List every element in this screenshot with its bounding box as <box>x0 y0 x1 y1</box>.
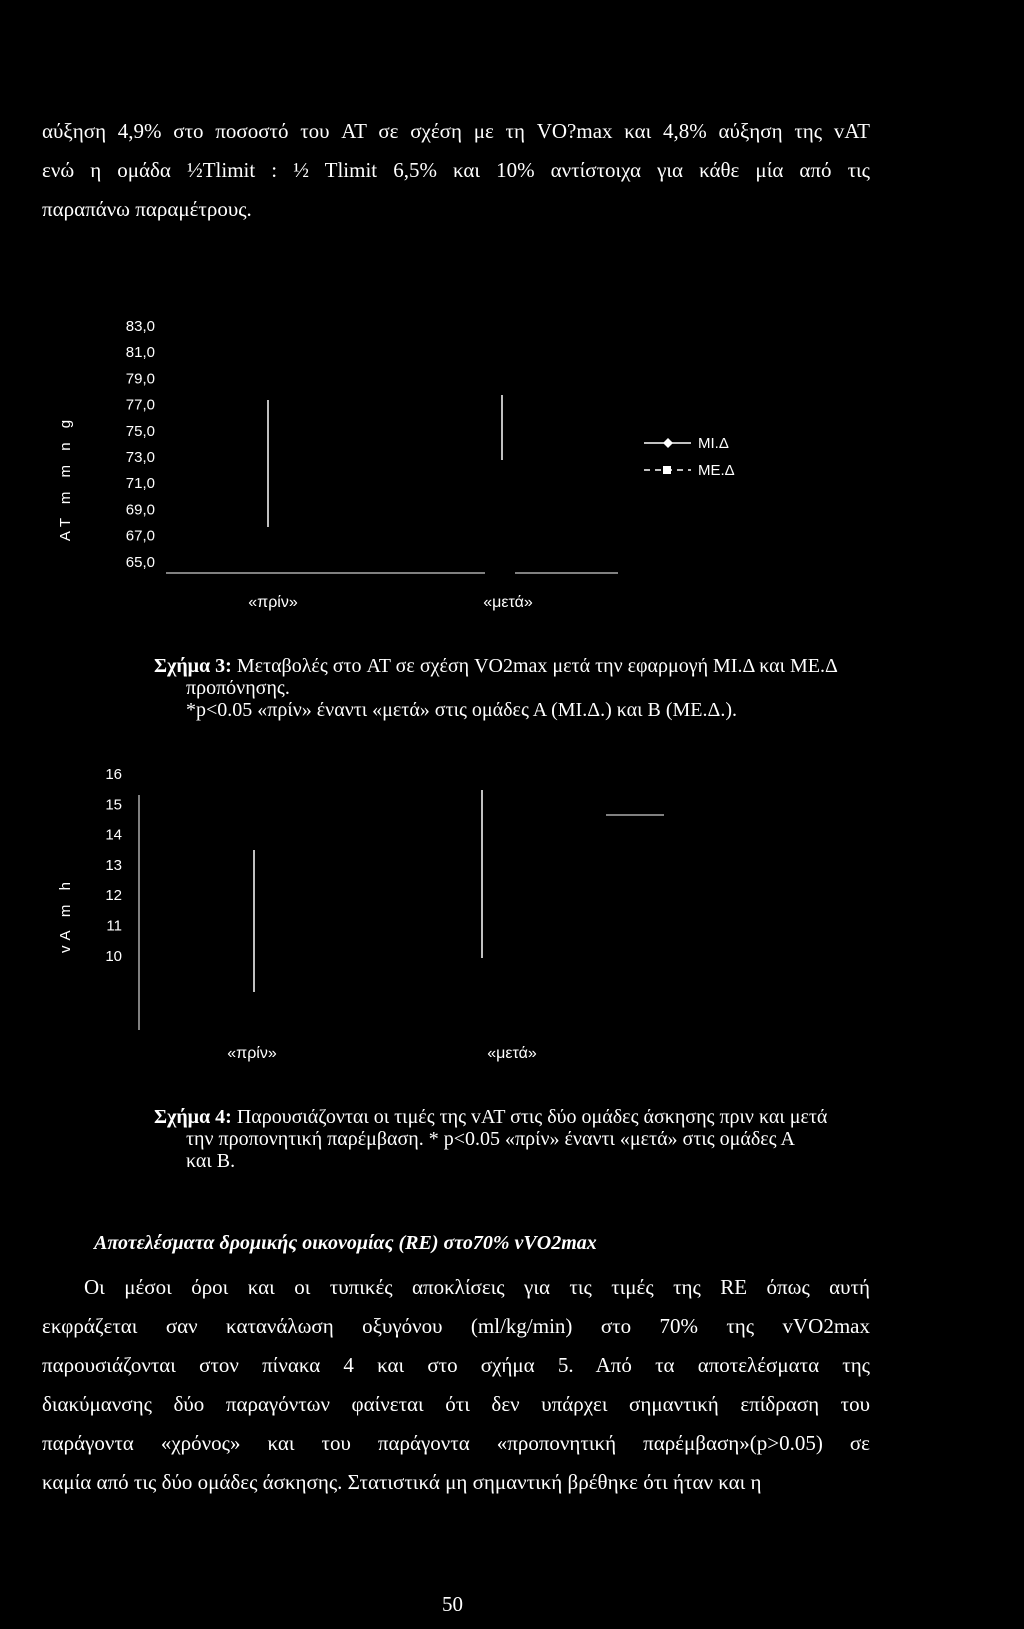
y-tick-label: 83,0 <box>125 318 155 335</box>
y-tick-label: 14 <box>105 826 122 844</box>
y-axis-label: vA m h <box>57 877 74 953</box>
legend-label: ΜΙ.Δ <box>698 435 729 452</box>
x-category-label: «μετά» <box>487 1045 537 1062</box>
results-line: εκφράζεται σαν κατανάλωση οξυγόνου (ml/kg/min) στο 70% της vVO2max <box>42 1314 870 1338</box>
y-tick-label: 12 <box>105 887 122 905</box>
intro-line: αύξηση 4,9% στο ποσοστό του AT σε σχέση με τη VO?max και 4,8% αύξηση της vAT <box>42 119 870 143</box>
figure4-line1: Παρουσιάζονται οι τιμές της vAT στις δύο ομάδες άσκησης πριν και μετά <box>236 1106 828 1128</box>
figure3-plot <box>57 318 735 611</box>
figure4-line2: την προπονητική παρέμβαση. * p<0.05 «πρίν» έναντι «μετά» στις ομάδες Α <box>186 1128 795 1150</box>
y-tick-label: 16 <box>105 766 122 783</box>
y-tick-label: 71,0 <box>125 475 155 493</box>
figure3-line3: *p<0.05 «πρίν» έναντι «μετά» στις ομάδες Α (ΜΙ.Δ.) και Β (ΜΕ.Δ.). <box>186 699 738 721</box>
y-tick-label: 67,0 <box>125 527 155 545</box>
figure3-caption <box>154 655 874 721</box>
legend-marker-diamond <box>663 438 673 448</box>
results-line: καμία από τις δύο ομάδες άσκησης. Στατιστικά μη σημαντική βρέθηκε ότι ήταν και η <box>42 1470 762 1494</box>
x-category-label: «μετά» <box>483 594 533 611</box>
legend-label: ΜΕ.Δ <box>698 462 735 479</box>
y-tick-label: 79,0 <box>125 370 155 388</box>
figure3-label: Σχήμα 3: <box>154 655 232 677</box>
y-tick-label: 77,0 <box>125 396 155 414</box>
x-category-label: «πρίν» <box>227 1045 277 1062</box>
y-tick-label: 81,0 <box>125 344 155 362</box>
section-subheading: Αποτελέσματα δρομικής οικονομίας (RE) στο70% vVO2max <box>94 1232 597 1254</box>
figure4-plot <box>57 766 664 1062</box>
y-tick-label: 73,0 <box>125 449 155 466</box>
figure3-line2: προπόνησης. <box>186 677 290 699</box>
intro-line: παραπάνω παραμέτρους. <box>42 197 252 221</box>
results-line: παρουσιάζονται στον πίνακα 4 και στο σχήμα 5. Από τα αποτελέσματα της <box>42 1353 870 1377</box>
y-tick-label: 13 <box>105 856 122 874</box>
results-line: Οι μέσοι όροι και οι τυπικές αποκλίσεις για τις τιμές της RE όπως αυτή <box>84 1275 870 1299</box>
figure4-line3: και Β. <box>186 1150 236 1172</box>
y-axis-label: AT m m n g <box>57 414 74 542</box>
y-tick-label: 75,0 <box>125 422 155 440</box>
results-line: διακύμανσης δύο παραγόντων φαίνεται ότι δεν υπάρχει σημαντική επίδραση του <box>42 1392 870 1416</box>
results-paragraph <box>42 1268 870 1502</box>
legend-marker-square <box>663 466 671 474</box>
x-category-label: «πρίν» <box>248 594 298 611</box>
y-tick-label: 11 <box>106 917 122 935</box>
figure4-label: Σχήμα 4: <box>154 1106 232 1128</box>
figure4-caption <box>154 1106 874 1172</box>
results-line: παράγοντα «χρόνος» και του παράγοντα «προπονητική παρέμβαση»(p>0.05) σε <box>42 1431 870 1455</box>
figure3-line1: Μεταβολές στο AT σε σχέση VO2max μετά την εφαρμογή ΜΙ.Δ και ΜΕ.Δ <box>236 655 838 677</box>
y-tick-label: 10 <box>105 947 122 965</box>
y-tick-label: 65,0 <box>125 553 155 571</box>
y-tick-label: 69,0 <box>125 501 155 519</box>
page-number: 50 <box>442 1592 463 1616</box>
intro-line: ενώ η ομάδα ½Tlimit : ½ Tlimit 6,5% και 10% αντίστοιχα για κάθε μία από τις <box>42 158 870 182</box>
y-tick-label: 15 <box>105 796 122 814</box>
